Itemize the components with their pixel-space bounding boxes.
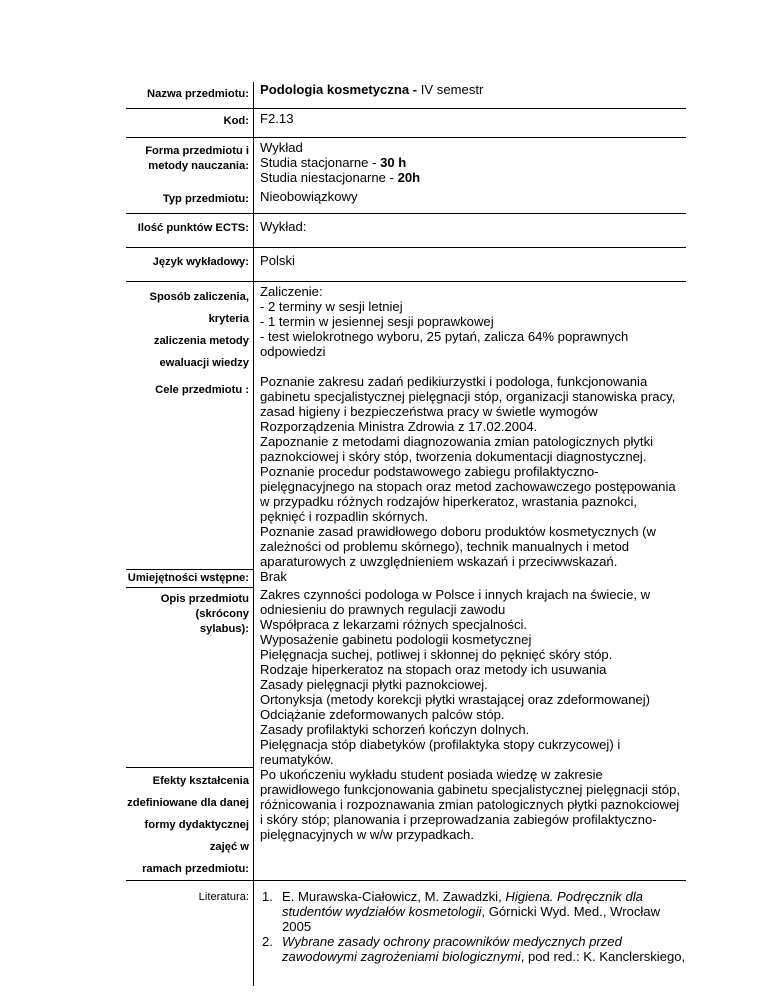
lit2-title-a: Wybrane zasady ochrony pracowników medycznych przed (282, 933, 622, 949)
row-nazwa (126, 82, 686, 109)
value-opis-5: Pielęgnacja suchej, potliwej i skłonnej do pęknięć skóry stóp. (260, 647, 613, 662)
value-jezyk: Polski (260, 253, 295, 268)
lit2-editor: , pod red.: K. Kanclerskiego, (520, 948, 686, 964)
value-sposob-1: Zaliczenie: (260, 284, 323, 299)
value-cele-2: gabinetu specjalistycznej pielęgnacji stóp, organizacji stanowiska pracy, (260, 389, 676, 404)
literature-num-1: 1. (262, 888, 273, 904)
value-umiejetnosci: Brak (260, 569, 287, 584)
value-sposob-5: odpowiedzi (260, 344, 326, 359)
lit1-publisher: , Górnicki Wyd. Med., Wrocław (481, 903, 661, 919)
label-typ: Typ przedmiotu: (162, 193, 249, 205)
value-opis-8: Ortonyksja (metody korekcji płytki wrastającej oraz zdeformowanej) (260, 692, 651, 707)
lit2-title-b: zawodowymi zagrożeniami biologicznymi (282, 948, 521, 964)
row-ects (126, 214, 686, 248)
row-umiejetnosci (126, 569, 686, 587)
lit1-title-b: studentów wydziałów kosmetologii (282, 903, 482, 919)
row-kod (126, 109, 686, 138)
label-opis-2: sylabus): (199, 622, 249, 635)
label-jezyk: Język wykładowy: (152, 256, 249, 268)
value-forma-2-hours: 30 h (380, 155, 407, 170)
value-sposob-4: - test wielokrotnego wyboru, 25 pytań, zalicza 64% poprawnych (260, 329, 629, 344)
label-efekty-2: zdefiniowane dla danej (127, 796, 249, 809)
label-literatura: Literatura: (198, 890, 249, 903)
value-opis-3: Współpraca z lekarzami różnych specjalności. (260, 617, 528, 632)
course-table (126, 82, 686, 986)
row-forma (126, 138, 686, 190)
literature-item-2 (260, 934, 686, 964)
label-sposob-2: zaliczenia metody (153, 335, 249, 347)
label-forma-2: metody nauczania: (148, 160, 249, 172)
row-efekty (126, 767, 686, 880)
value-cele-4: Rozporządzenia Ministra Zdrowia z 17.02.2004. (260, 419, 538, 434)
value-opis-9: Odciążanie zdeformowanych palców stóp. (260, 707, 505, 722)
row-cele (126, 374, 686, 569)
value-cele-7: Poznanie procedur podstawowego zabiegu profilaktyczno- (260, 464, 599, 479)
label-efekty-1: Efekty kształcenia (152, 774, 249, 787)
value-ects: Wykład: (260, 219, 307, 234)
value-efekty-3: różnicowania i rozpoznawania zmian patologicznych płytki paznokciowej (260, 797, 680, 812)
label-efekty-4: ramach przedmiotu: (142, 862, 249, 875)
literature-list (260, 889, 686, 964)
label-ects: Ilość punktów ECTS: (137, 222, 249, 234)
lit1-authors: E. Murawska-Ciałowicz, M. Zawadzki, (282, 888, 506, 904)
value-efekty-4: i skóry stóp; planowania i przeprowadzania zabiegów profilaktyczno- (260, 812, 657, 827)
value-efekty-1: Po ukończeniu wykładu student posiada wiedzę w zakresie (260, 767, 603, 782)
label-opis-1: Opis przedmiotu (skrócony (160, 592, 249, 620)
value-efekty-2: prawidłowego funkcjonowania gabinetu specjalistycznej pielęgnacji stóp, (260, 782, 680, 797)
value-opis-2: odniesieniu do prawnych regulacji zawodu (260, 602, 506, 617)
value-forma-1: Wykład (260, 140, 303, 155)
label-efekty-3: formy dydaktycznej zajęć w (144, 818, 249, 853)
value-cele-8: pielęgnacyjnego na stopach oraz metod zachowawczego postępowania (260, 479, 676, 494)
value-typ: Nieobowiązkowy (260, 189, 358, 204)
value-cele-5: Zapoznanie z metodami diagnozowania zmian patologicznych płytki (260, 434, 654, 449)
value-opis-10: Zasady profilaktyki schorzeń kończyn dolnych. (260, 722, 530, 737)
value-cele-1: Poznanie zakresu zadań pedikiurzystki i podologa, funkcjonowania (260, 374, 648, 389)
label-sposob-3: ewaluacji wiedzy (159, 357, 249, 369)
value-opis-4: Wyposażenie gabinetu podologii kosmetycznej (260, 632, 532, 647)
row-typ (126, 189, 686, 214)
label-cele: Cele przedmiotu : (155, 384, 249, 396)
value-forma-3-hours: 20h (397, 170, 421, 185)
value-cele-6: paznokciowej i skóry stóp, tworzenia dokumentacji diagnostycznej. (260, 449, 647, 464)
label-sposob-1: Sposób zaliczenia, kryteria (149, 291, 249, 325)
row-opis (126, 587, 686, 767)
label-forma-1: Forma przedmiotu i (145, 145, 249, 157)
value-cele-9: w przypadku różnych rodzajów hiperkeratoz, wrastania paznokci, (260, 494, 637, 509)
label-kod: Kod: (223, 115, 249, 127)
course-title: Podologia kosmetyczna - (260, 82, 421, 97)
value-opis-11: Pielęgnacja stóp diabetyków (profilaktyka stopy cukrzycowej) i (260, 737, 621, 752)
row-jezyk (126, 248, 686, 282)
value-sposob-3: - 1 termin w jesiennej sesji poprawkowej (260, 314, 494, 329)
value-cele-11: Poznanie zasad prawidłowego doboru produktów kosmetycznych (w (260, 524, 656, 539)
value-opis-1: Zakres czynności podologa w Polsce i innych krajach na świecie, w (260, 587, 651, 602)
value-opis-7: Zasady pielęgnacji płytki paznokciowej. (260, 677, 488, 692)
label-umiejetnosci: Umiejętności wstępne: (127, 571, 249, 584)
value-opis-6: Rodzaje hiperkeratoz na stopach oraz metody ich usuwania (260, 662, 607, 677)
value-cele-12: zależności od problemu skórnego), technik manualnych i metod (260, 539, 630, 554)
row-sposob (126, 282, 686, 375)
value-cele-3: zasad higieny i bezpieczeństwa pracy w świetle wymogów (260, 404, 598, 419)
literature-item-1 (260, 889, 686, 934)
value-kod: F2.13 (260, 111, 294, 126)
row-literatura (126, 880, 686, 986)
lit1-year: 2005 (282, 918, 312, 934)
value-sposob-2: - 2 terminy w sesji letniej (260, 299, 403, 314)
course-semester: IV semestr (420, 82, 484, 97)
literature-num-2: 2. (262, 933, 273, 949)
lit1-title-a: Higiena. Podręcznik dla (505, 888, 643, 904)
value-cele-13: aparaturowych z uwzględnieniem wskazań i przeciwwskazań. (260, 554, 618, 569)
value-cele-10: pęknięć i rozpadlin skórnych. (260, 509, 429, 524)
value-efekty-5: pielęgnacyjnych w w/w przypadkach. (260, 827, 474, 842)
value-forma-3: Studia niestacjonarne - (260, 170, 398, 185)
value-opis-12: reumatyków. (260, 752, 334, 767)
value-forma-2: Studia stacjonarne - (260, 155, 381, 170)
label-nazwa: Nazwa przedmiotu: (147, 88, 249, 100)
